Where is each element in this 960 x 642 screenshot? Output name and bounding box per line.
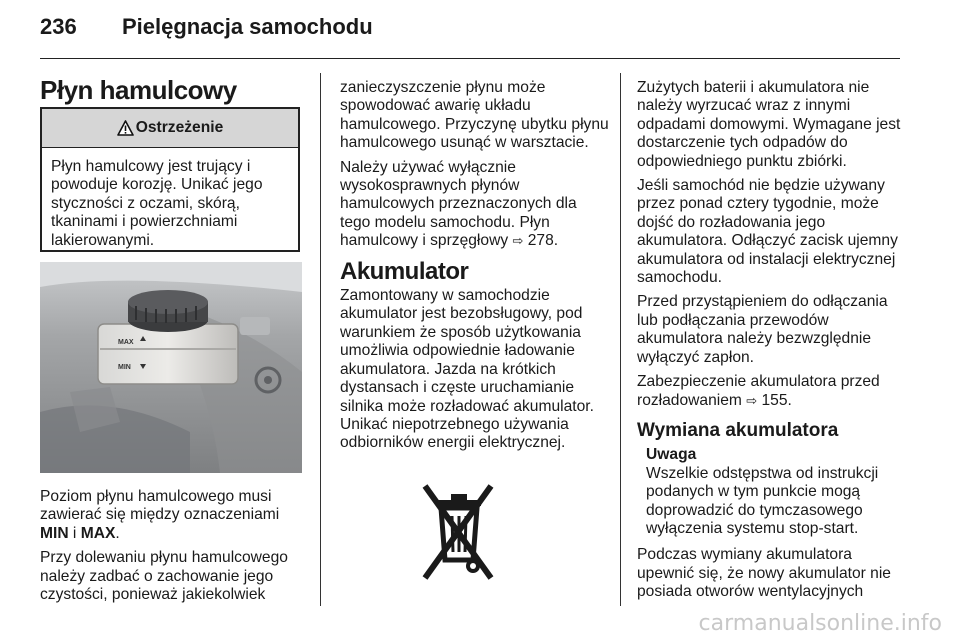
watermark: carmanualsonline.info [698, 611, 942, 636]
paragraph: Należy używać wyłącznie wysokosprawnych płynów hamulcowych przeznaczonych dla tego modelu samochodu. Płyn hamulcowy i sprzęgłowy ⇨ 278. [340, 158, 577, 250]
page-ref-arrow-icon: ⇨ [512, 233, 524, 249]
page-number: 236 [40, 14, 77, 39]
brake-fluid-reservoir-photo [40, 262, 302, 473]
right-column-text [637, 79, 902, 608]
paragraph: Zabezpieczenie akumulatora przed rozładowaniem ⇨ 155. [637, 373, 880, 409]
page-reference-link[interactable]: 278 [527, 232, 554, 250]
paragraph: Przed przystąpieniem do odłączania lub podłączania przewodów akumulatora należy bezwzględnie wyłączyć zapłon. [637, 293, 888, 366]
crossed-out-bin-icon [421, 482, 495, 582]
section-title-battery-replacement: Wymiana akumulatora [637, 419, 839, 441]
page-ref-arrow-icon: ⇨ [746, 392, 758, 408]
header-divider [40, 58, 900, 59]
paragraph: Podczas wymiany akumulatora upewnić się, że nowy akumulator nie posiada otworów wentylacyjnych [637, 546, 891, 601]
page-reference-link[interactable]: 155 [761, 391, 788, 409]
left-column-text [40, 488, 312, 610]
note-title: Uwaga [646, 446, 697, 464]
middle-column-text [340, 79, 610, 459]
column-divider-1 [320, 73, 321, 606]
section-title-battery: Akumulator [340, 257, 469, 285]
column-divider-2 [620, 73, 621, 606]
section-title-brake-fluid: Płyn hamulcowy [40, 75, 237, 105]
max-mark-label: MAX [118, 339, 134, 346]
warning-text: Płyn hamulcowy jest trujący i powoduje korozję. Unikać jego styczności z oczami, skórą, tkaninami i powierzchniami lakierowanymi. [51, 158, 263, 249]
warning-box [40, 107, 300, 252]
paragraph: Zużytych baterii i akumulatora nie należy wyrzucać wraz z innymi odpadami domowymi. Wymagane jest dostarczenie tych odpadów do odpowiedniego punktu zbiórki. [637, 79, 901, 170]
paragraph: Przy dolewaniu płynu hamulcowego należy zadbać o zachowanie jego czystości, ponieważ jakiekolwiek [40, 549, 288, 604]
chapter-title: Pielęgnacja samochodu [122, 14, 373, 39]
min-mark-label: MIN [118, 364, 131, 371]
paragraph: Jeśli samochód nie będzie używany przez ponad cztery tygodnie, może dojść do rozładowania jego akumulatora. Odłączyć zacisk ujemny akumulatora od instalacji elektrycznej samochodu. [637, 177, 898, 287]
warning-header [42, 109, 298, 148]
note-text: Wszelkie odstępstwa od instrukcji podanych w tym punkcie mogą doprowadzić do tymczasowego wyłączenia systemu stop-start. [646, 464, 879, 537]
warning-triangle-icon [117, 120, 134, 136]
paragraph: Poziom płynu hamulcowego musi zawierać się między oznaczeniami MIN i MAX. [40, 488, 280, 542]
paragraph: Zamontowany w samochodzie akumulator jest bezobsługowy, pod warunkiem że sposób użytkowania umożliwia odpowiednie ładowanie akumulatora. Jazda na krótkich dystansach i częste uruchamianie silnika może rozładować akumulator. Unikać niepotrzebnego używania odbiorników energii elektrycznej. [340, 287, 594, 452]
paragraph: zanieczyszczenie płynu może spowodować awarię układu hamulcowego. Przyczynę ubytku płynu hamulcowego usunąć w warsztacie. [340, 79, 609, 152]
note-box [637, 446, 902, 538]
warning-label: Ostrzeżenie [135, 119, 224, 136]
